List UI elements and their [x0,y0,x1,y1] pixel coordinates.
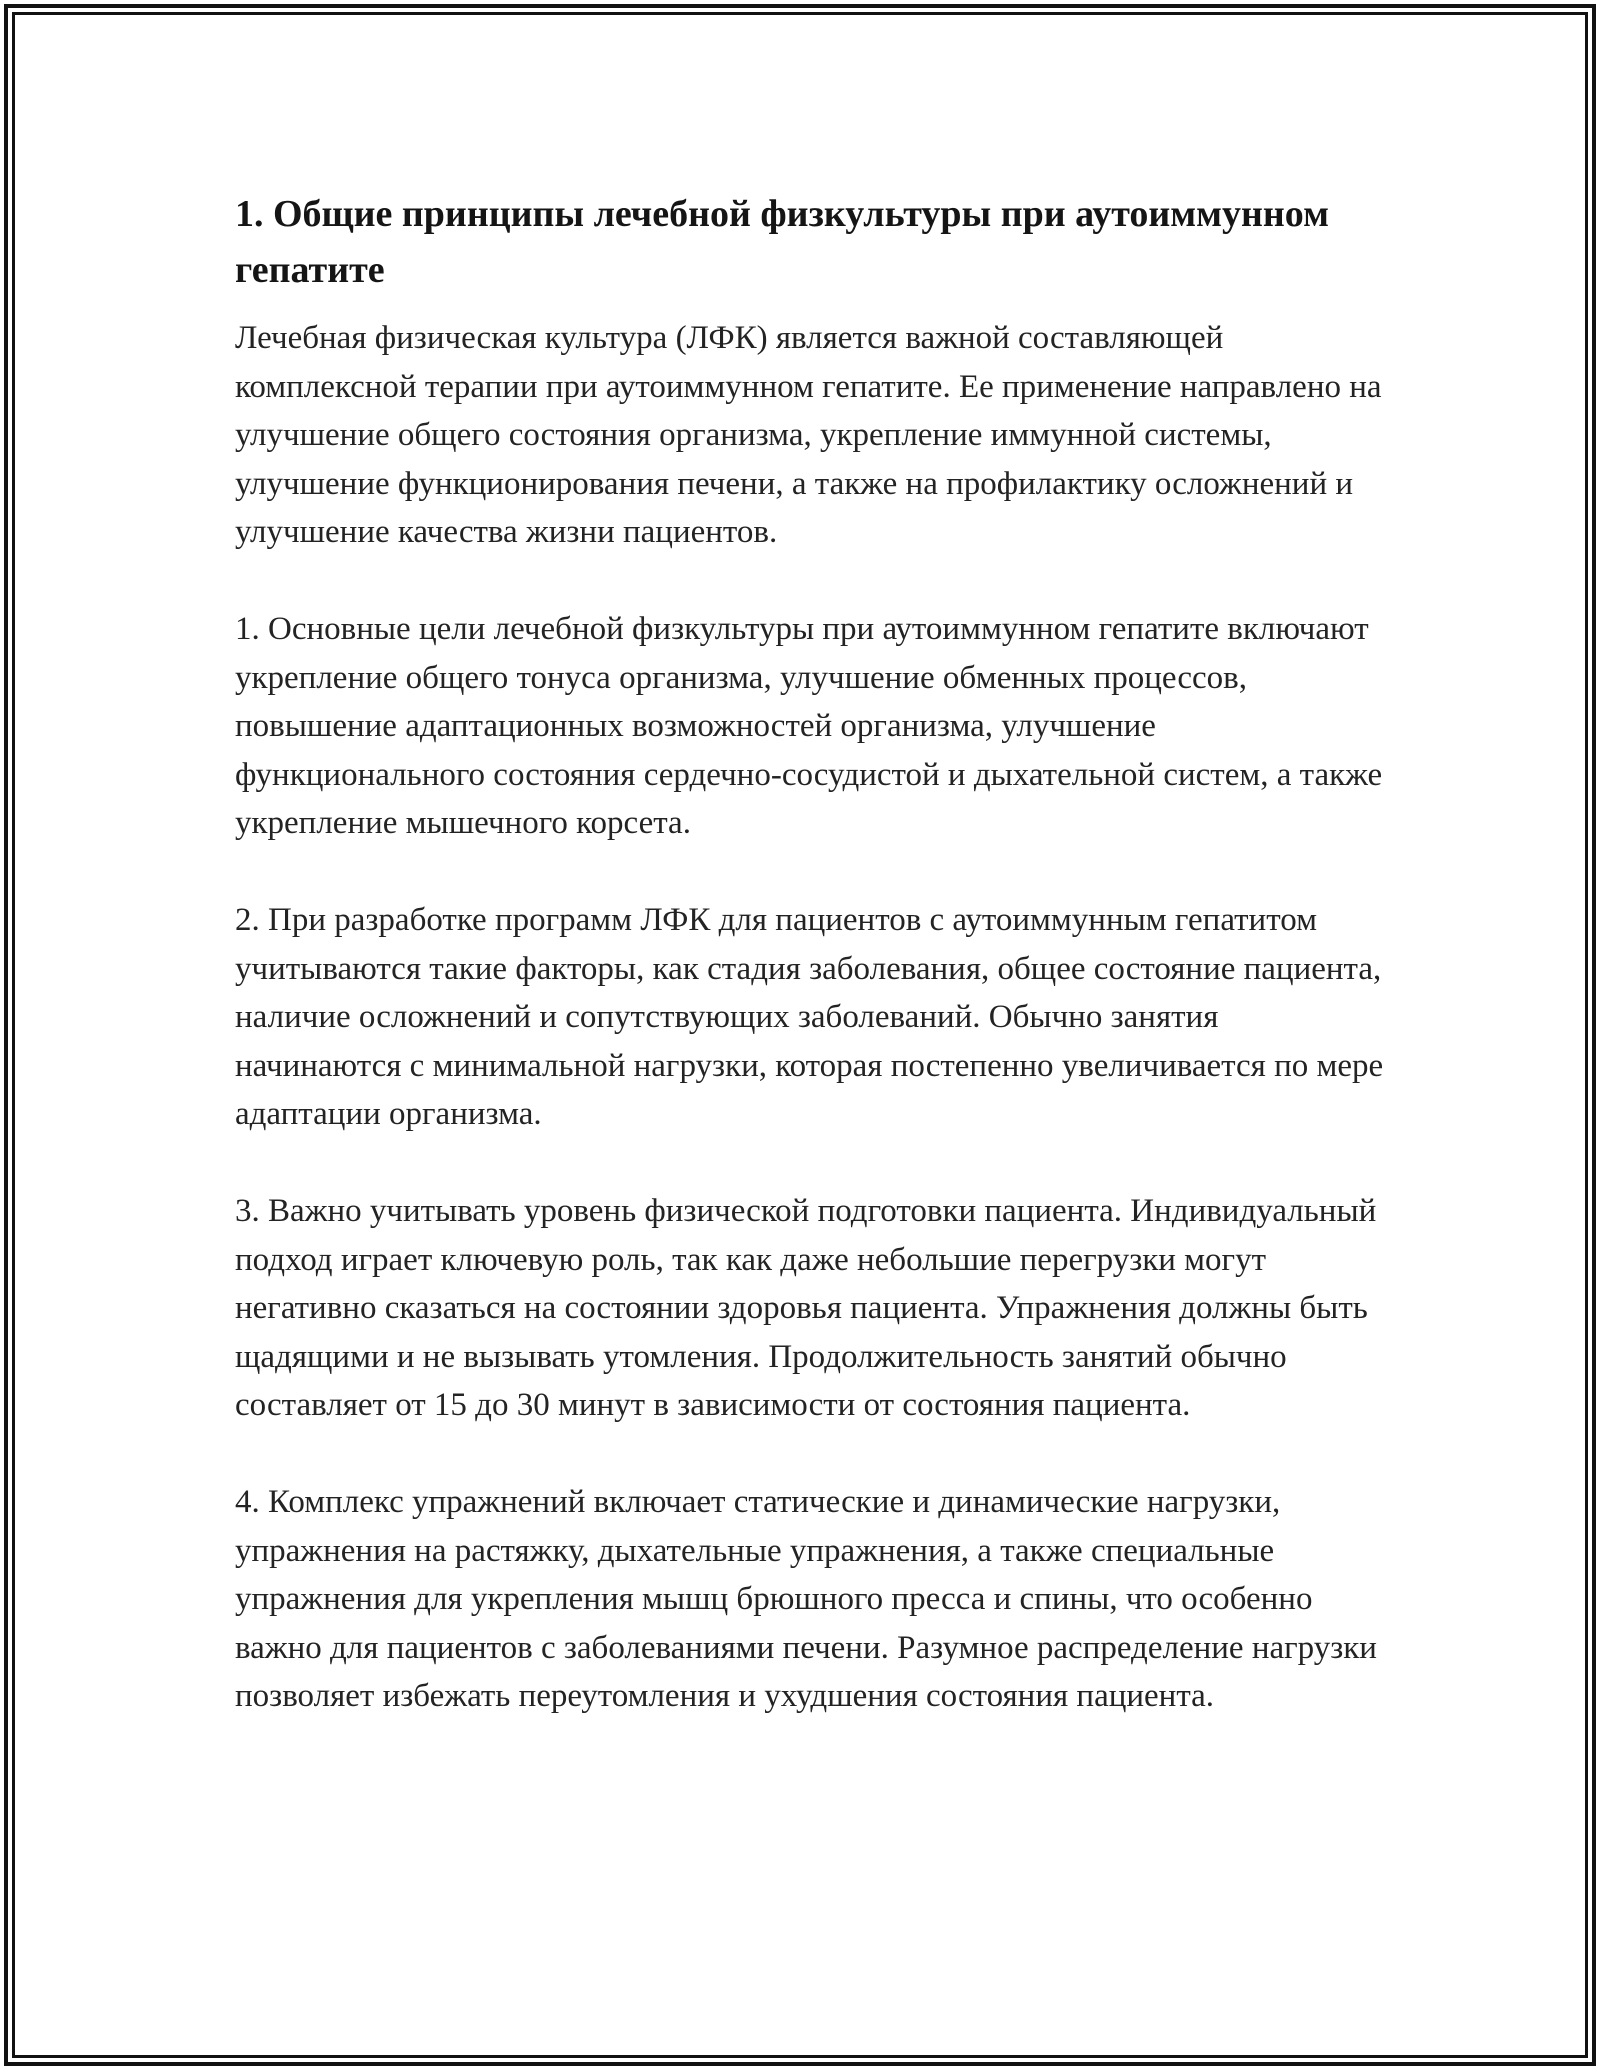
paragraph-item-4: 4. Комплекс упражнений включает статические и динамические нагрузки, упражнения на растяжку, дыхательные упражнения, а также специальные упражнения для укрепления мышц брюшного пресса и спины, что особенно важно для пациентов с заболеваниями печени. Разумное распределение нагрузки позволяет избежать переутомления и ухудшения состояния пациента. [235,1484,1377,1714]
document-body [235,186,1385,1721]
paragraph-item-2: 2. При разработке программ ЛФК для пациентов с аутоиммунным гепатитом учитываются такие факторы, как стадия заболевания, общее состояние пациента, наличие осложнений и сопутствующих заболеваний. Обычно занятия начинаются с минимальной нагрузки, которая постепенно увеличивается по мере адаптации организма. [235,902,1384,1132]
intro-paragraph: Лечебная физическая культура (ЛФК) является важной составляющей комплексной терапии при аутоиммунном гепатите. Ее применение направлено на улучшение общего состояния организма, укрепление иммунной системы, улучшение функционирования печени, а также на профилактику осложнений и улучшение качества жизни пациентов. [235,320,1382,550]
section-heading: 1. Общие принципы лечебной физкультуры при аутоиммунном гепатите [235,193,1329,291]
paragraph-item-1: 1. Основные цели лечебной физкультуры при аутоиммунном гепатите включают укрепление общего тонуса организма, улучшение обменных процессов, повышение адаптационных возможностей организма, улучшение функционального состояния сердечно-сосудистой и дыхательной систем, а также укрепление мышечного корсета. [235,611,1383,841]
paragraph-item-3: 3. Важно учитывать уровень физической подготовки пациента. Индивидуальный подход играет ключевую роль, так как даже небольшие перегрузки могут негативно сказаться на состоянии здоровья пациента. Упражнения должны быть щадящими и не вызывать утомления. Продолжительность занятий обычно составляет от 15 до 30 минут в зависимости от состояния пациента. [235,1193,1377,1423]
